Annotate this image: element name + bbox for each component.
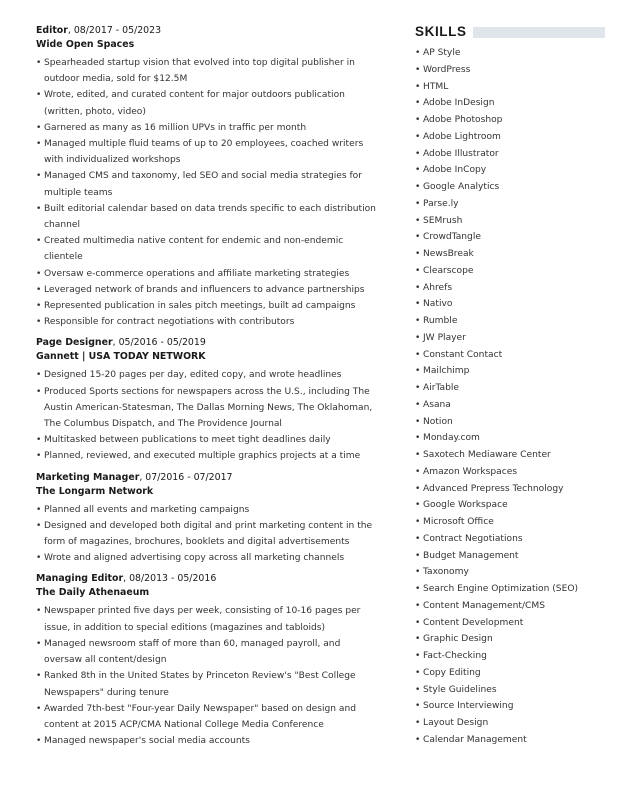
skill-item: • Ahrefs — [415, 280, 605, 297]
bullet-item: • Designed 15-20 pages per day, edited copy, and wrote headlines — [36, 367, 381, 383]
job-title: Page Designer — [36, 337, 113, 349]
job-header: Managing Editor, 08/2013 - 05/2016 — [36, 573, 217, 585]
skill-item: • Adobe Photoshop — [415, 112, 605, 129]
skill-item: • Parse.ly — [415, 196, 605, 213]
job-entry — [36, 336, 381, 464]
bullet-item: • Planned all events and marketing campaigns — [36, 502, 381, 518]
skill-item: • Content Development — [415, 615, 605, 632]
skill-item: • Copy Editing — [415, 665, 605, 682]
skill-item: • Budget Management — [415, 548, 605, 565]
skill-item: • SEMrush — [415, 213, 605, 230]
bullet-item: • Wrote and aligned advertising copy across all marketing channels — [36, 550, 381, 566]
bullet-item: • Multitasked between publications to meet tight deadlines daily — [36, 432, 381, 448]
bullet-item: • Designed and developed both digital and print marketing content in the form of magazines, brochures, booklets and digital advertisements — [36, 518, 381, 550]
skill-item: • Google Analytics — [415, 179, 605, 196]
bullet-item: • Garnered as many as 16 million UPVs in traffic per month — [36, 120, 381, 136]
skill-item: • Amazon Workspaces — [415, 464, 605, 481]
job-title: Editor — [36, 25, 68, 36]
job-title: Marketing Manager — [36, 471, 140, 483]
skill-item: • WordPress — [415, 62, 605, 79]
bullet-item: • Built editorial calendar based on data trends specific to each distribution channel — [36, 201, 381, 233]
skills-section — [415, 24, 605, 749]
skills-title: SKILLS — [415, 24, 467, 39]
skill-item: • Saxotech Mediaware Center — [415, 447, 605, 464]
skill-item: • CrowdTangle — [415, 229, 605, 246]
job-bullets — [36, 603, 381, 749]
job-entry — [36, 471, 381, 567]
bullet-item: • Managed CMS and taxonomy, led SEO and social media strategies for multiple teams — [36, 168, 381, 200]
skill-item: • NewsBreak — [415, 246, 605, 263]
skill-item: • Fact-Checking — [415, 648, 605, 665]
skill-item: • Graphic Design — [415, 631, 605, 648]
job-entry — [36, 572, 381, 749]
bullet-item: • Represented publication in sales pitch meetings, built ad campaigns — [36, 298, 381, 314]
skill-item: • AP Style — [415, 45, 605, 62]
skill-item: • JW Player — [415, 330, 605, 347]
skills-list — [415, 45, 605, 749]
job-header: Marketing Manager, 07/2016 - 07/2017 — [36, 471, 233, 483]
skill-item: • Adobe InDesign — [415, 95, 605, 112]
skill-item: • Layout Design — [415, 715, 605, 732]
job-bullets — [36, 502, 381, 567]
job-company: The Daily Athenaeum — [36, 587, 150, 599]
job-company: The Longarm Network — [36, 485, 154, 497]
skill-item: • Asana — [415, 397, 605, 414]
bullet-item: • Newspaper printed five days per week, consisting of 10-16 pages per issue, in addition to special editions (magazines and tabloids) — [36, 603, 381, 635]
job-dates: 07/2016 - 07/2017 — [145, 471, 233, 483]
skill-item: • Source Interviewing — [415, 698, 605, 715]
bullet-item: • Created multimedia native content for endemic and non-endemic clientele — [36, 233, 381, 265]
bullet-item: • Responsible for contract negotiations with contributors — [36, 314, 381, 330]
skill-item: • AirTable — [415, 380, 605, 397]
job-entry — [36, 24, 381, 330]
job-bullets — [36, 367, 381, 464]
skill-item: • Nativo — [415, 296, 605, 313]
skill-item: • Clearscope — [415, 263, 605, 280]
job-header: Editor, 08/2017 - 05/2023 — [36, 25, 162, 36]
job-company: Gannett | USA TODAY NETWORK — [36, 351, 206, 363]
bullet-item: • Spearheaded startup vision that evolved into top digital publisher in outdoor media, sold for $12.5M — [36, 55, 381, 87]
skill-item: • Monday.com — [415, 430, 605, 447]
job-bullets — [36, 55, 381, 330]
skill-item: • Contract Negotiations — [415, 531, 605, 548]
job-dates: 08/2013 - 05/2016 — [129, 573, 217, 585]
skill-item: • Adobe Lightroom — [415, 129, 605, 146]
bullet-item: • Managed newsroom staff of more than 60, managed payroll, and oversaw all content/design — [36, 636, 381, 668]
skill-item: • Content Management/CMS — [415, 598, 605, 615]
bullet-item: • Managed newspaper's social media accounts — [36, 733, 381, 749]
job-header: Page Designer, 05/2016 - 05/2019 — [36, 337, 206, 349]
job-dates: 08/2017 - 05/2023 — [73, 25, 162, 36]
skill-item: • Microsoft Office — [415, 514, 605, 531]
bullet-item: • Managed multiple fluid teams of up to 20 employees, coached writers with individualized workshops — [36, 136, 381, 168]
experience-section — [36, 24, 381, 755]
skill-item: • Adobe InCopy — [415, 162, 605, 179]
skill-item: • Notion — [415, 414, 605, 431]
bullet-item: • Produced Sports sections for newspapers across the U.S., including The Austin American-Statesman, The Dallas Morning News, The Oklahoman, The Columbus Dispatch, and The Providence Journal — [36, 384, 381, 433]
skill-item: • Mailchimp — [415, 363, 605, 380]
bullet-item: • Awarded 7th-best "Four-year Daily Newspaper" based on design and content at 2015 ACP/CMA National College Media Conference — [36, 701, 381, 733]
skill-item: • Advanced Prepress Technology — [415, 481, 605, 498]
skill-item: • Search Engine Optimization (SEO) — [415, 581, 605, 598]
bullet-item: • Oversaw e-commerce operations and affiliate marketing strategies — [36, 266, 381, 282]
skill-item: • Style Guidelines — [415, 682, 605, 699]
skill-item: • Taxonomy — [415, 564, 605, 581]
skill-item: • Constant Contact — [415, 347, 605, 364]
skill-item: • Calendar Management — [415, 732, 605, 749]
bullet-item: • Ranked 8th in the United States by Princeton Review's "Best College Newspapers" during tenure — [36, 668, 381, 700]
skill-item: • Adobe Illustrator — [415, 146, 605, 163]
job-title: Managing Editor — [36, 573, 124, 585]
heading-accent-bar — [473, 27, 605, 38]
job-dates: 05/2016 - 05/2019 — [118, 337, 206, 349]
skill-item: • HTML — [415, 79, 605, 96]
bullet-item: • Leveraged network of brands and influencers to advance partnerships — [36, 282, 381, 298]
job-company: Wide Open Spaces — [36, 39, 135, 50]
skill-item: • Google Workspace — [415, 497, 605, 514]
bullet-item: • Wrote, edited, and curated content for major outdoors publication (written, photo, video) — [36, 87, 381, 119]
skills-heading — [415, 24, 605, 40]
bullet-item: • Planned, reviewed, and executed multiple graphics projects at a time — [36, 448, 381, 464]
skill-item: • Rumble — [415, 313, 605, 330]
